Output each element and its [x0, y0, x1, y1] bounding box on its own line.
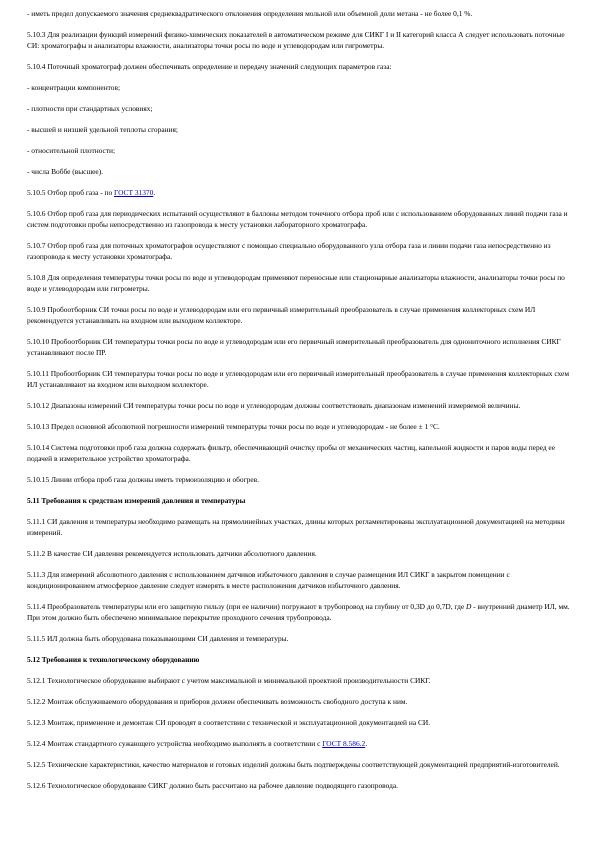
paragraph-5-10-9: 5.10.9 Пробоотборник СИ точки росы по воде и углеводородам или его первичный измерительный преобразователь в случае применения коллекторных схем ИЛ рекомендуется устанавливать на входном или выходном коллекторе. — [27, 305, 536, 325]
paragraph-5-10-11: 5.10.11 Пробоотборник СИ температуры точки росы по воде и углеводородам или его первичный измерительный преобразователь в случае применения коллекторных схем ИЛ устанавливают на входном или выходном коллекторе. — [27, 369, 569, 389]
diameter-symbol: D — [465, 602, 472, 611]
paragraph-5-10-12: 5.10.12 Диапазоны измерений СИ температуры точки росы по воде и углеводородам должны соответствовать диапазонам изменений измеряемой величины. — [27, 401, 521, 410]
paragraph-5-10-7: 5.10.7 Отбор проб газа для поточных хроматографов осуществляют с помощью специально оборудованного узла отбора газа и линии подачи газа непосредственно из газопровода к месту установки хроматографа. — [27, 241, 551, 261]
paragraph-text: 5.11.4 Преобразователь температуры или его защитную гильзу (при ее наличии) погружают в трубопровод на глубину от 0,3D до 0,7D, где — [27, 602, 466, 611]
paragraph-text: 5.12.4 Монтаж стандартного сужающего устройства необходимо выполнять в соответствии с — [27, 739, 323, 748]
paragraph-5-10-5 — [27, 187, 573, 198]
paragraph-5-11-4 — [27, 601, 573, 623]
list-item-density: - плотности при стандартных условиях; — [27, 104, 153, 113]
paragraph-5-12-3: 5.12.3 Монтаж, применение и демонтаж СИ проводят в соответствии с технической и эксплуатационной документацией на СИ. — [27, 718, 431, 727]
list-item-concentrations: - концентрации компонентов; — [27, 83, 121, 92]
paragraph-5-10-14: 5.10.14 Система подготовки проб газа должна содержать фильтр, обеспечивающий очистку пробы от механических частиц, капельной жидкости и паров воды перед ее подачей в измерительное устройство хроматографа. — [27, 443, 555, 463]
list-item-relative-density: - относительной плотности; — [27, 146, 116, 155]
paragraph-text: - внутренний диаметр ИЛ, мм. При этом должно быть обеспечено минимальное перекрытие проходного сечения трубопровода. — [27, 602, 570, 622]
paragraph-5-10-6: 5.10.6 Отбор проб газа для периодических испытаний осуществляют в баллоны методом точечного отбора проб или с использованием оборудованных линий подачи газа и систем подготовки пробы непосредственно из газопровода к месту установки лабораторного хроматографа. — [27, 209, 568, 229]
paragraph-5-12-6: 5.12.6 Технологическое оборудование СИКГ должно быть рассчитано на рабочее давление подводящего газопровода. — [27, 781, 398, 790]
paragraph-5-12-5: 5.12.5 Технические характеристики, качество материалов и готовых изделий должны быть подтверждены соответствующей документацией предприятий-изготовителей. — [27, 760, 560, 769]
paragraph-text: . — [153, 188, 156, 197]
paragraph-text: 5.10.5 Отбор проб газа - по — [27, 188, 115, 197]
list-item-wobbe: - числа Воббе (высшее). — [27, 167, 104, 176]
paragraph-5-10-10: 5.10.10 Пробоотборник СИ температуры точки росы по воде и углеводородам или его первичный измерительный преобразователь для однониточного исполнения СИКГ устанавливают после ПР. — [27, 337, 561, 357]
gost-8-586-2-link[interactable]: ГОСТ 8.586.2 — [322, 739, 366, 748]
paragraph-5-11-5: 5.11.5 ИЛ должна быть оборудована показывающими СИ давления и температуры. — [27, 634, 289, 643]
paragraph-5-12-2: 5.12.2 Монтаж обслуживаемого оборудования и приборов должен обеспечивать возможность свободного доступа к ним. — [27, 697, 408, 706]
paragraph-5-12-1: 5.12.1 Технологическое оборудование выбирают с учетом максимальной и минимальной проектной производительности СИКГ. — [27, 676, 431, 685]
paragraph-5-11-3: 5.11.3 Для измерений абсолютного давления с использованием датчиков избыточного давления в случае размещения ИЛ СИКГ в закрытом помещении с кондиционированием атмосферное давление следует измерять в месте расположения датчиков избыточного давления. — [27, 570, 510, 590]
paragraph-limit-methane: - иметь предел допускаемого значения среднеквадратического отклонения определения мольной или объемной доли метана - не более 0,1 %. — [27, 9, 473, 18]
section-heading-5-12: 5.12 Требования к технологическому оборудованию — [27, 655, 200, 664]
paragraph-5-11-1: 5.11.1 СИ давления и температуры необходимо размещать на прямолинейных участках, длины которых регламентированы эксплуатационной документацией на методики измерений. — [27, 517, 565, 537]
section-heading-5-11: 5.11 Требования к средствам измерений давления и температуры — [27, 496, 246, 505]
paragraph-5-10-13: 5.10.13 Предел основной абсолютной погрешности измерений температуры точки росы по воде и углеводородам - не более ± 1 °С. — [27, 422, 440, 431]
paragraph-5-11-2: 5.11.2 В качестве СИ давления рекомендуется использовать датчики абсолютного давления. — [27, 549, 317, 558]
gost-31370-link[interactable]: ГОСТ 31370 — [114, 188, 154, 197]
list-item-heat: - высшей и низшей удельной теплоты сгорания; — [27, 125, 178, 134]
paragraph-text: . — [365, 739, 368, 748]
paragraph-5-10-8: 5.10.8 Для определения температуры точки росы по воде и углеводородам применяют переносные или стационарные анализаторы влажности, анализаторы точки росы по воде и углеводородам или гигрометры. — [27, 273, 565, 293]
paragraph-5-12-4 — [27, 738, 573, 749]
paragraph-5-10-4: 5.10.4 Поточный хроматограф должен обеспечивать определение и передачу значений следующих параметров газа: — [27, 62, 392, 71]
paragraph-5-10-3: 5.10.3 Для реализации функций измерений физико-химических показателей в автоматическом режиме для СИКГ I и II категорий класса А следует использовать поточные СИ: хроматографы и анализаторы влажности, анализаторы точки росы по воде и углеводородам или гигрометры. — [27, 30, 565, 50]
paragraph-5-10-15: 5.10.15 Линии отбора проб газа должны иметь термоизоляцию и обогрев. — [27, 475, 259, 484]
